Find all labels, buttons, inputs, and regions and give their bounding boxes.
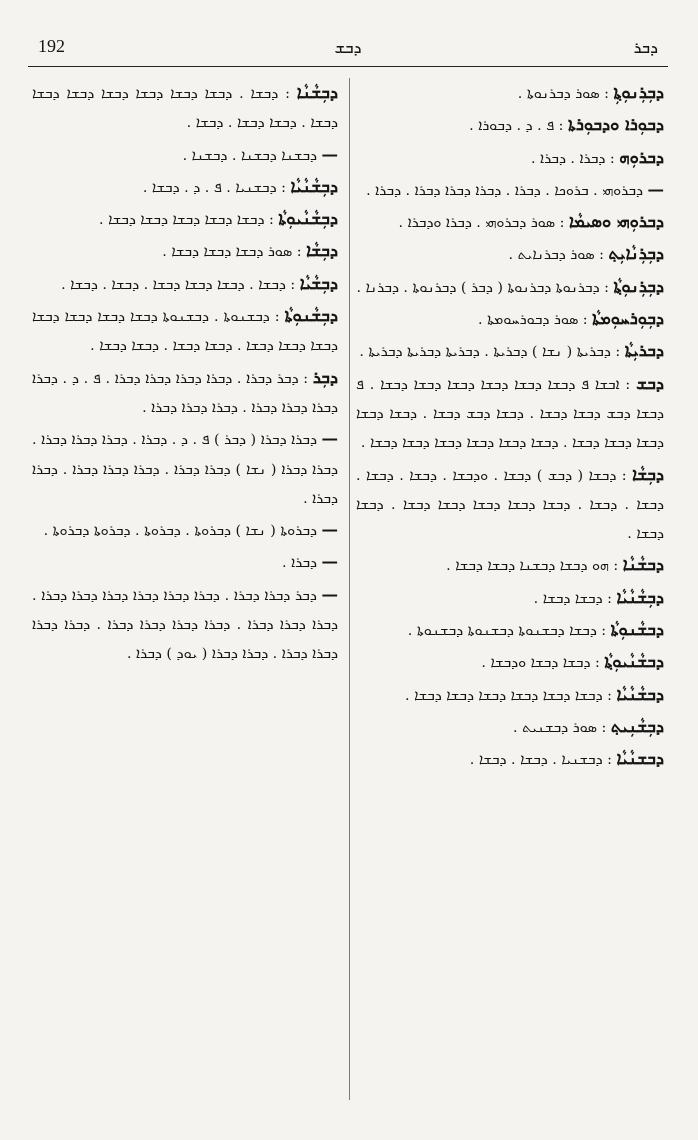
dictionary-entry	[356, 460, 664, 550]
entry-definition: : ܕܒܪܐ . ܕܒܪܐ .	[530, 150, 620, 167]
entry-definition: : ܦ . ܕ . ܕܒܘܪܐ .	[469, 118, 569, 135]
entry-definition: : ܕܒܫܐ ܕܒܫܐ ܕܒܫܐ ܕܒܫܐ ܕܒܫܐ .	[99, 212, 279, 229]
entry-headword: ܕܒܼܫܵܢܵܐ	[296, 83, 338, 102]
entry-definition: : ܣܘܪ ܕܒܪܢܐܝܬ .	[508, 247, 609, 264]
header-rule	[28, 66, 668, 67]
entry-headword: ܕܒܼܪܼܢܘܼܬ݂ܵܐ	[613, 276, 664, 296]
entry-headword: ܕܒܼܪܼܢܵܐܝܼܬ݂	[608, 244, 664, 264]
dictionary-entry	[32, 363, 338, 424]
dictionary-entry	[32, 424, 338, 514]
entry-headword: ܕܒܫܵܢܵܝܵܐ	[616, 684, 664, 704]
entry-headword: —	[321, 552, 338, 572]
entry-definition: : ܣܘܪ ܕܒܘܪܚܘܡܬܐ .	[478, 312, 593, 329]
dictionary-entry	[32, 172, 338, 203]
dictionary-entry	[32, 236, 338, 267]
dictionary-entry	[356, 680, 664, 711]
entry-definition: : ܕܒܫܐ ܕܒܫܢܘܬܐ ܕܒܫܢܘܬܐ ܕܒܫܢܘܬܐ .	[407, 623, 611, 640]
dictionary-entry	[32, 78, 338, 139]
entry-headword: ܕܒܫܵܢܵܐ	[622, 555, 664, 575]
entry-headword: —	[321, 429, 338, 449]
entry-definition: : ܐܒܫܐ ܦ ܕܒܫܐ ܕܒܫܐ ܕܒܫܐ ܕܒܫܐ ܕܒܫܐ ܕܒܫܐ . ܦ ܕܒܫܐ ܕܒܫ ܕܒܫܐ ܕܒܫܐ . ܕܒܫܐ ܕܒܫ ܕܒܫܐ . ܕܒܫܐ ܕܒܫܐ ܕܒܫܐ ܕܒܫܐ ܕܒܫܐ . ܕܒܫܐ ܕܒܫܐ ܕܒܫܐ ܕܒܫܐ ܕܒܫܐ ܕܒܫܐ .	[356, 376, 664, 452]
entry-definition: : ܕܒܪܝܬܐ ( ܢܫܐ ) ܕܒܪܝܬܐ . ܕܒܪܝܬܐ ܕܒܪܝܬܐ ܕܒܪܝܬܐ .	[359, 344, 625, 361]
dictionary-entry	[356, 272, 664, 303]
entry-definition: : ܕܒܫܐ ܕܒܫܐ ܕܒܫܐ ܕܒܫܐ ܕܒܫܐ ܕܒܫܐ .	[405, 687, 617, 704]
entry-definition: : ܕܒܫܐ ( ܕܒܫ ) ܕܒܫܐ . ܘܕܒܫܐ . ܕܒܫܐ . ܕܒܫܐ . ܕܒܫܐ . ܕܒܫܐ . ܕܒܫܐ ܕܒܫܐ ܕܒܫܐ ܕܒܫܐ ܕܒܫܐ . ܕܒܫܐ ܕܒܫܐ .	[356, 467, 664, 543]
entry-headword: ܕܒܫܵܢܘܼܬܵܐ	[610, 620, 664, 640]
entry-definition: : ܕܒܫܢܘܬܐ . ܕܒܫܢܘܬܐ ܕܒܫܐ ܕܒܫܐ ܕܒܫܐ ܕܒܫܐ ܕܒܫܐ ܕܒܫܐ ܕܒܫܐ . ܕܒܫܐ ܕܒܫܐ . ܕܒܫܐ ܕܒܫܐ .	[32, 309, 338, 355]
entry-headword: ܕܒܼܫܵܐ	[306, 241, 338, 261]
dictionary-entry	[356, 239, 664, 270]
entry-headword: ܕܒܼܫܵܢܼܝܬ݂	[610, 716, 664, 736]
entry-headword: ܕܒܼܪ	[312, 367, 338, 387]
dictionary-entry	[356, 647, 664, 678]
dictionary-entry	[32, 580, 338, 670]
dictionary-entry	[356, 175, 664, 206]
entry-definition: ܕܒܪܐ .	[282, 555, 322, 572]
right-column	[356, 78, 664, 1100]
column-divider	[349, 78, 350, 1100]
dictionary-entry	[32, 140, 338, 171]
entry-definition: : ܣܘܪ ܕܒܪܢܘܬܐ .	[517, 86, 614, 102]
dictionary-entry	[356, 369, 664, 459]
entry-headword: ܕܒܪܘܼܗ	[619, 147, 664, 167]
entry-headword: ܕܒܼܫܵܢܘܼܬܵܐ	[284, 306, 338, 326]
page-number: 192	[38, 36, 65, 56]
entry-definition: : ܕܒܪ ܕܒܪܐ . ܕܒܪܐ ܕܒܪܐ ܕܒܪܐ ܕܒܪܐ . ܦ . ܕ . ܕܒܪܐ ܕܒܪܐ ܕܒܪܐ ܕܒܪܐ . ܕܒܪܐ ܕܒܪܐ ܕܒܪܐ .	[32, 370, 338, 416]
entry-headword: —	[321, 584, 338, 604]
page-header	[38, 36, 658, 62]
entry-definition: ܕܒܪܘܗܝ . ܒܪܘܟܐ . ܕܒܪܐ . ܕܒܪܐ ܕܒܪܐ ܕܒܪܐ . ܕܒܪܐ .	[366, 182, 648, 199]
entry-headword: ܕܒܼܪܼܢܘܼܬ݂ܼܐ	[613, 83, 664, 102]
left-column	[32, 78, 338, 1100]
entry-definition: ܕܒܪܘܬܐ ( ܢܫܐ ) ܕܒܪܘܬܐ . ܕܒܪܘܬܐ . ܕܒܪܘܬܐ ܕܒܪܘܬܐ .	[43, 523, 322, 540]
dictionary-entry	[32, 269, 338, 300]
entry-definition: ܕܒܪܐ ܕܒܪܐ ( ܕܒܪ ) ܦ . ܕ . ܕܒܪܐ . ܕܒܪܐ ܕܒܪܐ ܕܒܪܐ . ܕܒܪܐ ܕܒܪܐ ( ܢܫܐ ) ܕܒܪܐ ܕܒܪܐ . ܕܒܪܐ ܕܒܪܐ ܕܒܪܐ . ܕܒܪܐ ܕܒܪܐ .	[32, 432, 338, 507]
dictionary-entry	[356, 336, 664, 367]
entry-definition: : ܗܘ ܕܒܫܐ ܕܒܫܢܐ ܕܒܫܐ ܕܒܫܐ .	[446, 558, 623, 575]
running-head-center: ܕܒܫ	[334, 38, 362, 57]
entry-definition: : ܕܒܫܢܝܐ . ܦ . ܕ . ܕܒܫܐ .	[142, 179, 291, 196]
entry-definition: : ܕܒܫܐ ܕܒܫܐ ܘܕܒܫܐ .	[481, 655, 605, 672]
entry-definition: : ܣܘܪ ܕܒܫܐ ܕܒܫܐ ܕܒܫܐ .	[162, 244, 307, 261]
dictionary-entry	[356, 110, 664, 141]
dictionary-entry	[356, 615, 664, 646]
dictionary-entry	[356, 304, 664, 335]
dictionary-entry	[32, 515, 338, 546]
entry-headword: ܕܒܼܫܵܢܵܝܘܼܬܵܐ	[278, 209, 338, 229]
entry-headword: —	[647, 179, 664, 199]
dictionary-entry	[356, 583, 664, 614]
entry-definition: : ܕܒܪܢܘܬܐ ܕܒܪܢܘܬܐ ( ܕܒܪ ) ܕܒܪܢܘܬܐ . ܕܒܪܢܐ .	[356, 279, 614, 296]
entry-headword: ܕܒܪܘܼܗܝ ܘܣܝܡܵܐ	[568, 212, 664, 232]
running-head-right: ܕܒܪ	[633, 38, 658, 57]
entry-headword: ܕܒܫܵܢܵܝܘܼܬ݂ܵܐ	[604, 652, 664, 672]
entry-headword: ܕܒܪܝܼܬܵܐ	[624, 341, 664, 361]
entry-headword: ܕܒܼܘܼܪܚܘܼܡܬܵܐ	[592, 309, 664, 329]
dictionary-entry	[356, 78, 664, 109]
entry-headword: ܕܒܼܫܵܢܵܝܵܐ	[290, 176, 338, 196]
entry-definition: : ܣܘܪ ܕܒܫܢܝܬ .	[512, 719, 611, 736]
entry-headword: ܕܒܼܫܵܢܵܝܵܐ	[616, 587, 664, 607]
entry-headword: ܕܒܼܫܵܐ	[632, 464, 664, 484]
dictionary-entry	[32, 547, 338, 578]
entry-definition: : ܕܒܫܐ . ܕܒܫܐ ܕܒܫܐ ܕܒܫܐ ܕܒܫܐ ܕܒܫܐ ܕܒܫܐ ܕܒܫܐ . ܕܒܫܐ ܕܒܫܐ . ܕܒܫܐ .	[32, 86, 338, 132]
entry-headword: ܕܒܼܫܵܝܵܐ	[299, 273, 338, 293]
entry-definition: ܕܒܪ ܕܒܪܐ ܕܒܪܐ . ܕܒܪܐ ܕܒܪܐ ܕܒܪܐ ܕܒܪܐ ܕܒܪܐ ܕܒܪܐ . ܕܒܪܐ ܕܒܪܐ ܕܒܪܐ . ܕܒܪܐ ܕܒܪܐ ܕܒܪܐ ܕܒܪܐ . ܕܒܪܐ ܕܒܪܐ ܕܒܪܐ ܕܒܪܐ . ܕܒܪܐ ܕܒܪܐ ( ܝܘܕ ) ܕܒܪܐ .	[32, 587, 338, 663]
dictionary-entry	[356, 744, 664, 775]
entry-headword: —	[321, 520, 338, 540]
dictionary-entry	[356, 712, 664, 743]
entry-definition: : ܕܒܫܢܝܐ . ܕܒܫܐ . ܕܒܫܐ .	[469, 752, 617, 769]
entry-headword: ܕܒܫ	[636, 373, 664, 393]
entry-headword: ܕܒܘܼܪܐ ܘܕܒܘܼܪܬܐ	[568, 115, 664, 135]
dictionary-entry	[356, 207, 664, 238]
entry-headword: —	[321, 144, 338, 164]
entry-definition: : ܕܒܫܐ . ܕܒܫܐ ܕܒܫܐ ܕܒܫܐ . ܕܒܫܐ . ܕܒܫܐ .	[61, 276, 300, 293]
dictionary-entry	[32, 301, 338, 362]
dictionary-entry	[32, 204, 338, 235]
entry-definition: ܕܒܫܢܐ ܕܒܫܢܐ . ܕܒܫܢܐ .	[182, 147, 322, 164]
dictionary-entry	[356, 143, 664, 174]
entry-headword: ܕܒܫܢܵܝܵܐ	[616, 749, 664, 769]
entry-definition: : ܕܒܫܐ ܕܒܫܐ .	[533, 590, 617, 607]
entry-definition: : ܣܘܪ ܕܒܪܘܗܝ . ܕܒܪܐ ܘܕܒܪܐ .	[398, 215, 569, 232]
dictionary-entry	[356, 550, 664, 581]
